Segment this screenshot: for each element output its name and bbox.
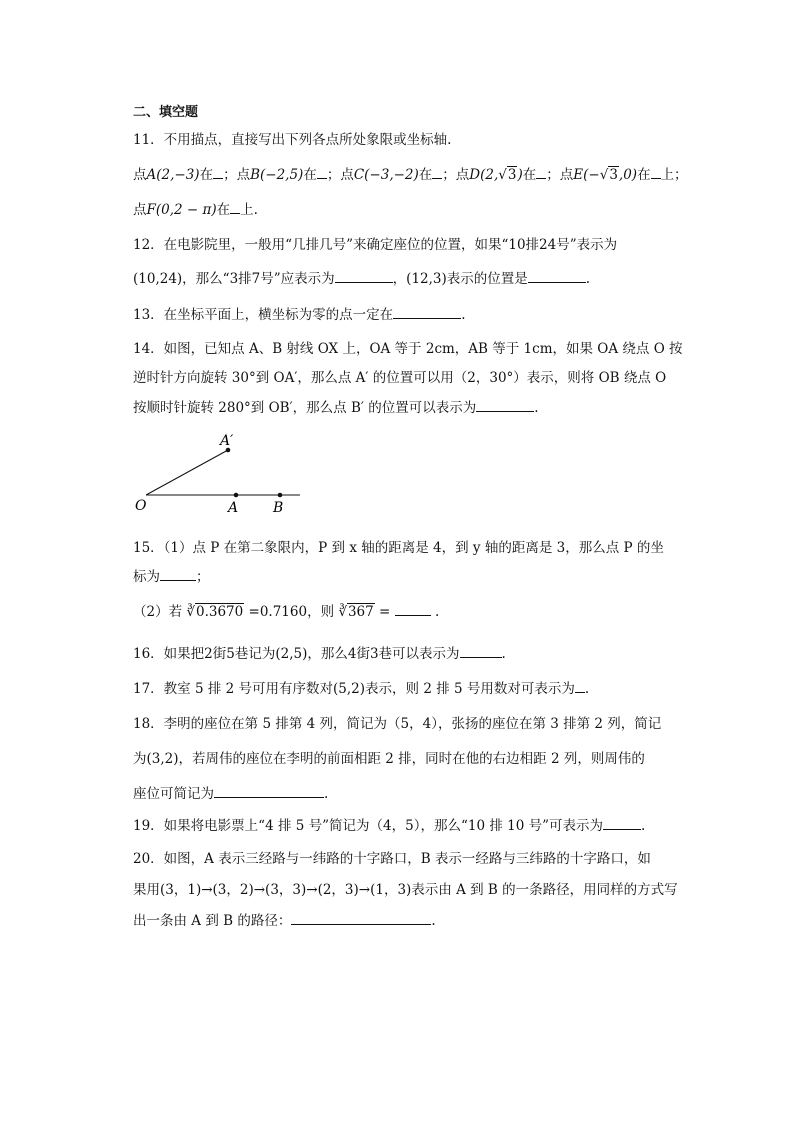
q20-line2: 果用(3，1)→(3，2)→(3，3)→(2，3)→(1，3)表示由 A 到 B 的一条路径，用同样的方式写 <box>133 882 678 898</box>
q20-line3-a: 出一条由 A 到 B 的路径： <box>133 913 292 929</box>
q12-line2 <box>133 270 590 288</box>
q11-blank-a[interactable] <box>213 166 223 179</box>
q11-pe-end: 上； <box>660 167 688 183</box>
q11-pe-pre: ；点 <box>546 167 574 183</box>
q16-text: 16．如果把2街5巷记为(2,5)，那么4街3巷可以表示为 <box>133 646 460 662</box>
q11-point-d-b: ) <box>517 167 523 183</box>
q18-line2: 为(3,2)，若周伟的座位在李明的前面相距 2 排，同时在他的右边相距 2 列，则周伟的 <box>133 751 645 767</box>
q20-line3 <box>133 912 436 930</box>
q11-pa-pre: 点 <box>133 167 147 183</box>
q14-blank[interactable] <box>476 399 534 412</box>
ray-oa-prime <box>146 450 228 495</box>
q19-text: 19．如果将电影票上“4 排 5 号”简记为（4，5），那么“10 排 10 号”可表示为 <box>133 818 603 834</box>
q12-line2-c: . <box>585 271 591 287</box>
q11-blank-e[interactable] <box>651 166 661 179</box>
q11-line2 <box>133 166 688 184</box>
q15-rad-2: 367 <box>347 604 374 620</box>
q15-line3-d: . <box>434 604 440 620</box>
q11-pe-post: 在 <box>637 167 651 183</box>
q11-pb-pre: ；点 <box>223 167 251 183</box>
q11-point-e-a: E(− <box>573 167 600 183</box>
q19-line <box>133 817 645 835</box>
q15-line2 <box>133 568 210 586</box>
q12-blank-2[interactable] <box>528 270 586 283</box>
q11-point-d-a: D(2, <box>469 167 499 183</box>
q12-line2-a: (10,24)，那么“3排7号”应表示为 <box>133 271 335 287</box>
q13-blank[interactable] <box>393 306 461 319</box>
q19-end: . <box>641 818 646 834</box>
q15-line3 <box>133 603 439 621</box>
q13-text: 13．在坐标平面上，横坐标为零的点一定在 <box>133 307 394 323</box>
q18-blank[interactable] <box>214 785 324 798</box>
q18-line1: 18．李明的座位在第 5 排第 4 列，简记为（5，4），张扬的座位在第 3 排第 2 列，简记 <box>133 716 662 732</box>
q11-pb-post: 在 <box>303 167 317 183</box>
q11-line1: 11．不用描点，直接写出下列各点所处象限或坐标轴. <box>133 132 452 148</box>
q11-point-b: B(−2,5) <box>250 167 304 183</box>
q12-blank-1[interactable] <box>335 270 393 283</box>
q15-line3-b: =0.7160，则 ∛ <box>244 604 347 620</box>
q18-line3-b: . <box>324 786 329 802</box>
q14-line3-a: 按顺时针旋转 280°到 OB′，那么点 B′ 的位置可以表示为 <box>133 400 477 416</box>
q20-blank[interactable] <box>291 912 431 925</box>
label-a: A <box>228 500 239 516</box>
q11-point-a: A(2,−3) <box>146 167 200 183</box>
q14-line1: 14．如图，已知点 A、B 射线 OX 上，OA 等于 2cm，AB 等于 1cm，如果 OA 绕点 O 按 <box>133 341 683 357</box>
label-a-prime: A′ <box>220 433 234 449</box>
q15-line2-b: ； <box>196 569 210 585</box>
q14-line3-b: . <box>534 400 539 416</box>
q20-line3-b: . <box>431 913 436 929</box>
q15-blank-1[interactable] <box>160 568 196 581</box>
q16-line <box>133 645 506 663</box>
q11-pa-post: 在 <box>199 167 214 183</box>
q16-end: . <box>501 646 506 662</box>
q18-line3 <box>133 785 328 803</box>
q17-end: . <box>584 681 590 697</box>
q11-point-d-rad: 3 <box>507 167 517 183</box>
q11-blank-b[interactable] <box>317 166 327 179</box>
point-b <box>278 493 283 498</box>
q15-line2-a: 标为 <box>133 569 160 585</box>
q11-pd-pre: ；点 <box>442 167 470 183</box>
q11-pf-end: 上. <box>240 202 258 218</box>
q11-blank-f[interactable] <box>230 201 240 214</box>
q11-point-c: C(−3,−2) <box>353 167 419 183</box>
q11-point-e-rad: 3 <box>609 167 618 183</box>
q13-end: . <box>461 307 466 323</box>
q11-pc-pre: ；点 <box>326 167 354 183</box>
q11-pf-pre: 点 <box>133 202 147 218</box>
sqrt-icon: √ <box>498 167 507 183</box>
q14-line3 <box>133 399 539 417</box>
q20-line1: 20．如图，A 表示三经路与一纬路的十字路口，B 表示一经路与三纬路的十字路口，如 <box>133 851 651 867</box>
q11-blank-d[interactable] <box>536 166 546 179</box>
q11-pd-post: 在 <box>522 167 537 183</box>
q17-text: 17．教室 5 排 2 号可用有序数对(5,2)表示，则 2 排 5 号用数对可表示为 <box>133 681 575 697</box>
q11-pf-post: 在 <box>216 202 231 218</box>
q15-blank-2[interactable] <box>395 603 431 616</box>
label-o: O <box>135 498 147 514</box>
q14-figure <box>128 428 308 518</box>
q15-line1: 15．（1）点 P 在第二象限内，P 到 x 轴的距离是 4，到 y 轴的距离是 3，那么点 P 的坐 <box>133 540 664 556</box>
label-b: B <box>273 500 284 516</box>
q11-point-e-b: ,0) <box>618 167 638 183</box>
q19-blank[interactable] <box>603 817 641 830</box>
q11-point-f: F(0,2 − π) <box>146 202 217 218</box>
point-a <box>234 493 239 498</box>
q13-line <box>133 306 465 324</box>
q17-blank[interactable] <box>575 680 585 693</box>
q12-line2-b: ，(12,3)表示的位置是 <box>392 271 528 287</box>
q11-pc-post: 在 <box>418 167 433 183</box>
q11-blank-c[interactable] <box>432 166 442 179</box>
q18-line3-a: 座位可简记为 <box>133 786 214 802</box>
q11-line3 <box>133 201 258 219</box>
q14-line2: 逆时针方向旋转 30°到 OA′，那么点 A′ 的位置可以用（2，30°）表示，则将 OB 绕点 O <box>133 370 667 386</box>
q15-line3-c: = <box>374 604 391 620</box>
q17-line <box>133 680 589 698</box>
sqrt-icon: √ <box>599 167 609 183</box>
q12-line1: 12．在电影院里，一般用“几排几号”来确定座位的位置，如果“10排24号”表示为 <box>133 237 618 253</box>
q16-blank[interactable] <box>460 645 502 658</box>
q15-rad-1: 0.3670 <box>195 604 244 620</box>
section-title: 二、填空题 <box>133 105 199 120</box>
q15-line3-a: （2）若 ∛ <box>133 604 195 620</box>
